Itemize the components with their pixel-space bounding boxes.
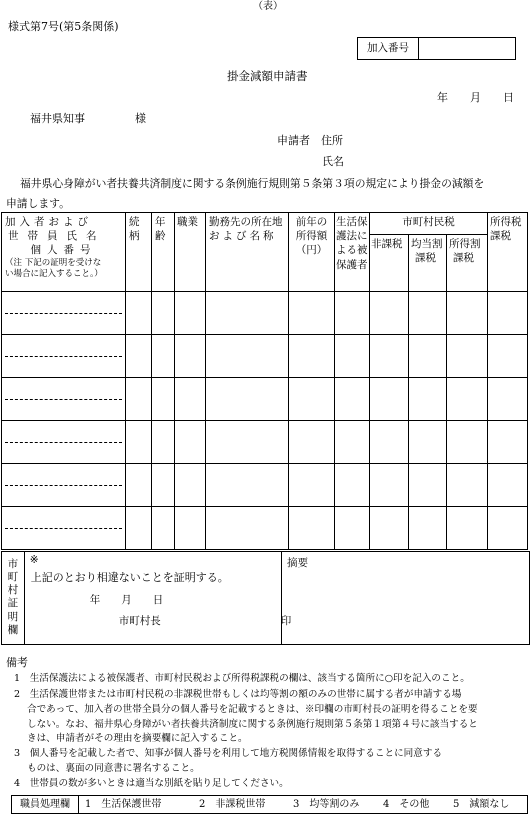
header-occupation: 職業 [175,213,206,292]
member-cell[interactable] [2,378,126,421]
note-2-line-1: 2 生活保護世帯または市町村民税の非課税世帯もしくは均等割の額のみの世帯に属する者が申請する場 [14,689,462,700]
applicant-name-label: 氏名 [322,155,344,168]
header-nontax: 非課税 [370,235,409,292]
page-side-label: （表） [253,1,283,12]
body-text-line-1: 福井県心身障がい者扶養共済制度に関する条例施行規則第５条第３項の規定により掛金の減額を [20,177,485,190]
addressee-honorific: 様 [135,112,146,125]
header-municipal-tax: 市町村民税 [370,213,488,235]
certification-box[interactable] [24,552,292,645]
header-workplace: 勤務先の所在地 および名称 [206,213,289,292]
enrollment-number-label: 加入番号 [358,38,419,60]
note-3-line-2: ものは、裏面の同意書に署名すること。 [27,763,200,774]
header-welfare: 生活保 護法に よる被 保護者 [335,213,370,292]
member-cell[interactable] [2,421,126,464]
application-date: 年 月 日 [437,91,514,104]
header-relation: 続柄 [126,213,152,292]
remarks-box[interactable] [282,552,530,645]
table-row [2,335,528,378]
household-table [1,212,528,550]
member-cell[interactable] [2,335,126,378]
note-4: 4 世帯員の数が多いときは適当な別紙を貼り足してください。 [14,778,289,789]
option-welfare[interactable]: 1 生活保護世帯 [85,799,162,810]
addressee: 福井県知事 [30,112,85,125]
option-equal-only[interactable]: 3 均等割のみ [293,799,360,810]
table-row [2,378,528,421]
option-no-reduction[interactable]: 5 減額なし [453,799,510,810]
header-equal-rate: 均当割 課税 [409,235,447,292]
certification-side-label: 市町村証明欄 [2,552,25,645]
applicant-address-label: 申請者 住所 [277,134,343,147]
enrollment-number-field[interactable] [419,38,516,60]
table-row [2,464,528,507]
member-cell[interactable] [2,292,126,335]
body-text-line-2: 申請します。 [6,197,70,210]
certification-date: 年 月 日 [89,594,164,606]
header-age: 年齢 [152,213,175,292]
header-national-tax: 所得税 課税 [488,213,528,292]
notes-title: 備考 [6,656,28,669]
seal-mark: 印 [280,615,292,627]
document-title: 掛金減額申請書 [227,69,308,83]
note-2-line-2: 合であって、加入者の世帯全員分の個人番号を記載するときは、※印欄の市町村長の証明を得ることを要 [27,704,478,715]
office-processing-label: 職員処理欄 [12,796,79,814]
header-income-rate: 所得割 課税 [447,235,488,292]
office-processing-options[interactable] [79,796,528,814]
note-1: 1 生活保護法による被保護者、市町村民税および所得税課税の欄は、該当する箇所に○印を記入のこと。 [14,673,470,684]
asterisk-mark: ※ [29,554,39,566]
enrollment-number-box [357,37,516,60]
note-2-line-3: しない。なお、福井県心身障がい者扶養共済制度に関する条例施行規則第５条第１項第４号に該当すると [27,719,478,730]
table-row [2,421,528,464]
header-income: 前年の 所得額 （円） [289,213,335,292]
option-other[interactable]: 4 その他 [383,799,430,810]
note-2-line-4: きは、申請者がその理由を摘要欄に記入すること。 [27,733,248,744]
certification-section [1,551,530,645]
certification-statement: 上記のとおり相違ないことを証明する。 [30,571,229,584]
option-nontax[interactable]: 2 非課税世帯 [199,799,266,810]
office-processing-box [11,795,528,814]
note-3-line-1: 3 個人番号を記載した者で、知事が個人番号を利用して地方税関係情報を取得することに同意する [14,748,443,759]
table-row [2,292,528,335]
remarks-label: 摘要 [287,557,309,569]
header-member: 加入者および 世帯員氏名 個人番号 （注 下記の証明を受けな い場合に記入すること。） [2,213,126,292]
member-cell[interactable] [2,464,126,507]
table-row [2,507,528,550]
member-cell[interactable] [2,507,126,550]
mayor-label: 市町村長 [118,615,161,627]
form-number: 様式第7号(第5条関係) [8,20,119,33]
